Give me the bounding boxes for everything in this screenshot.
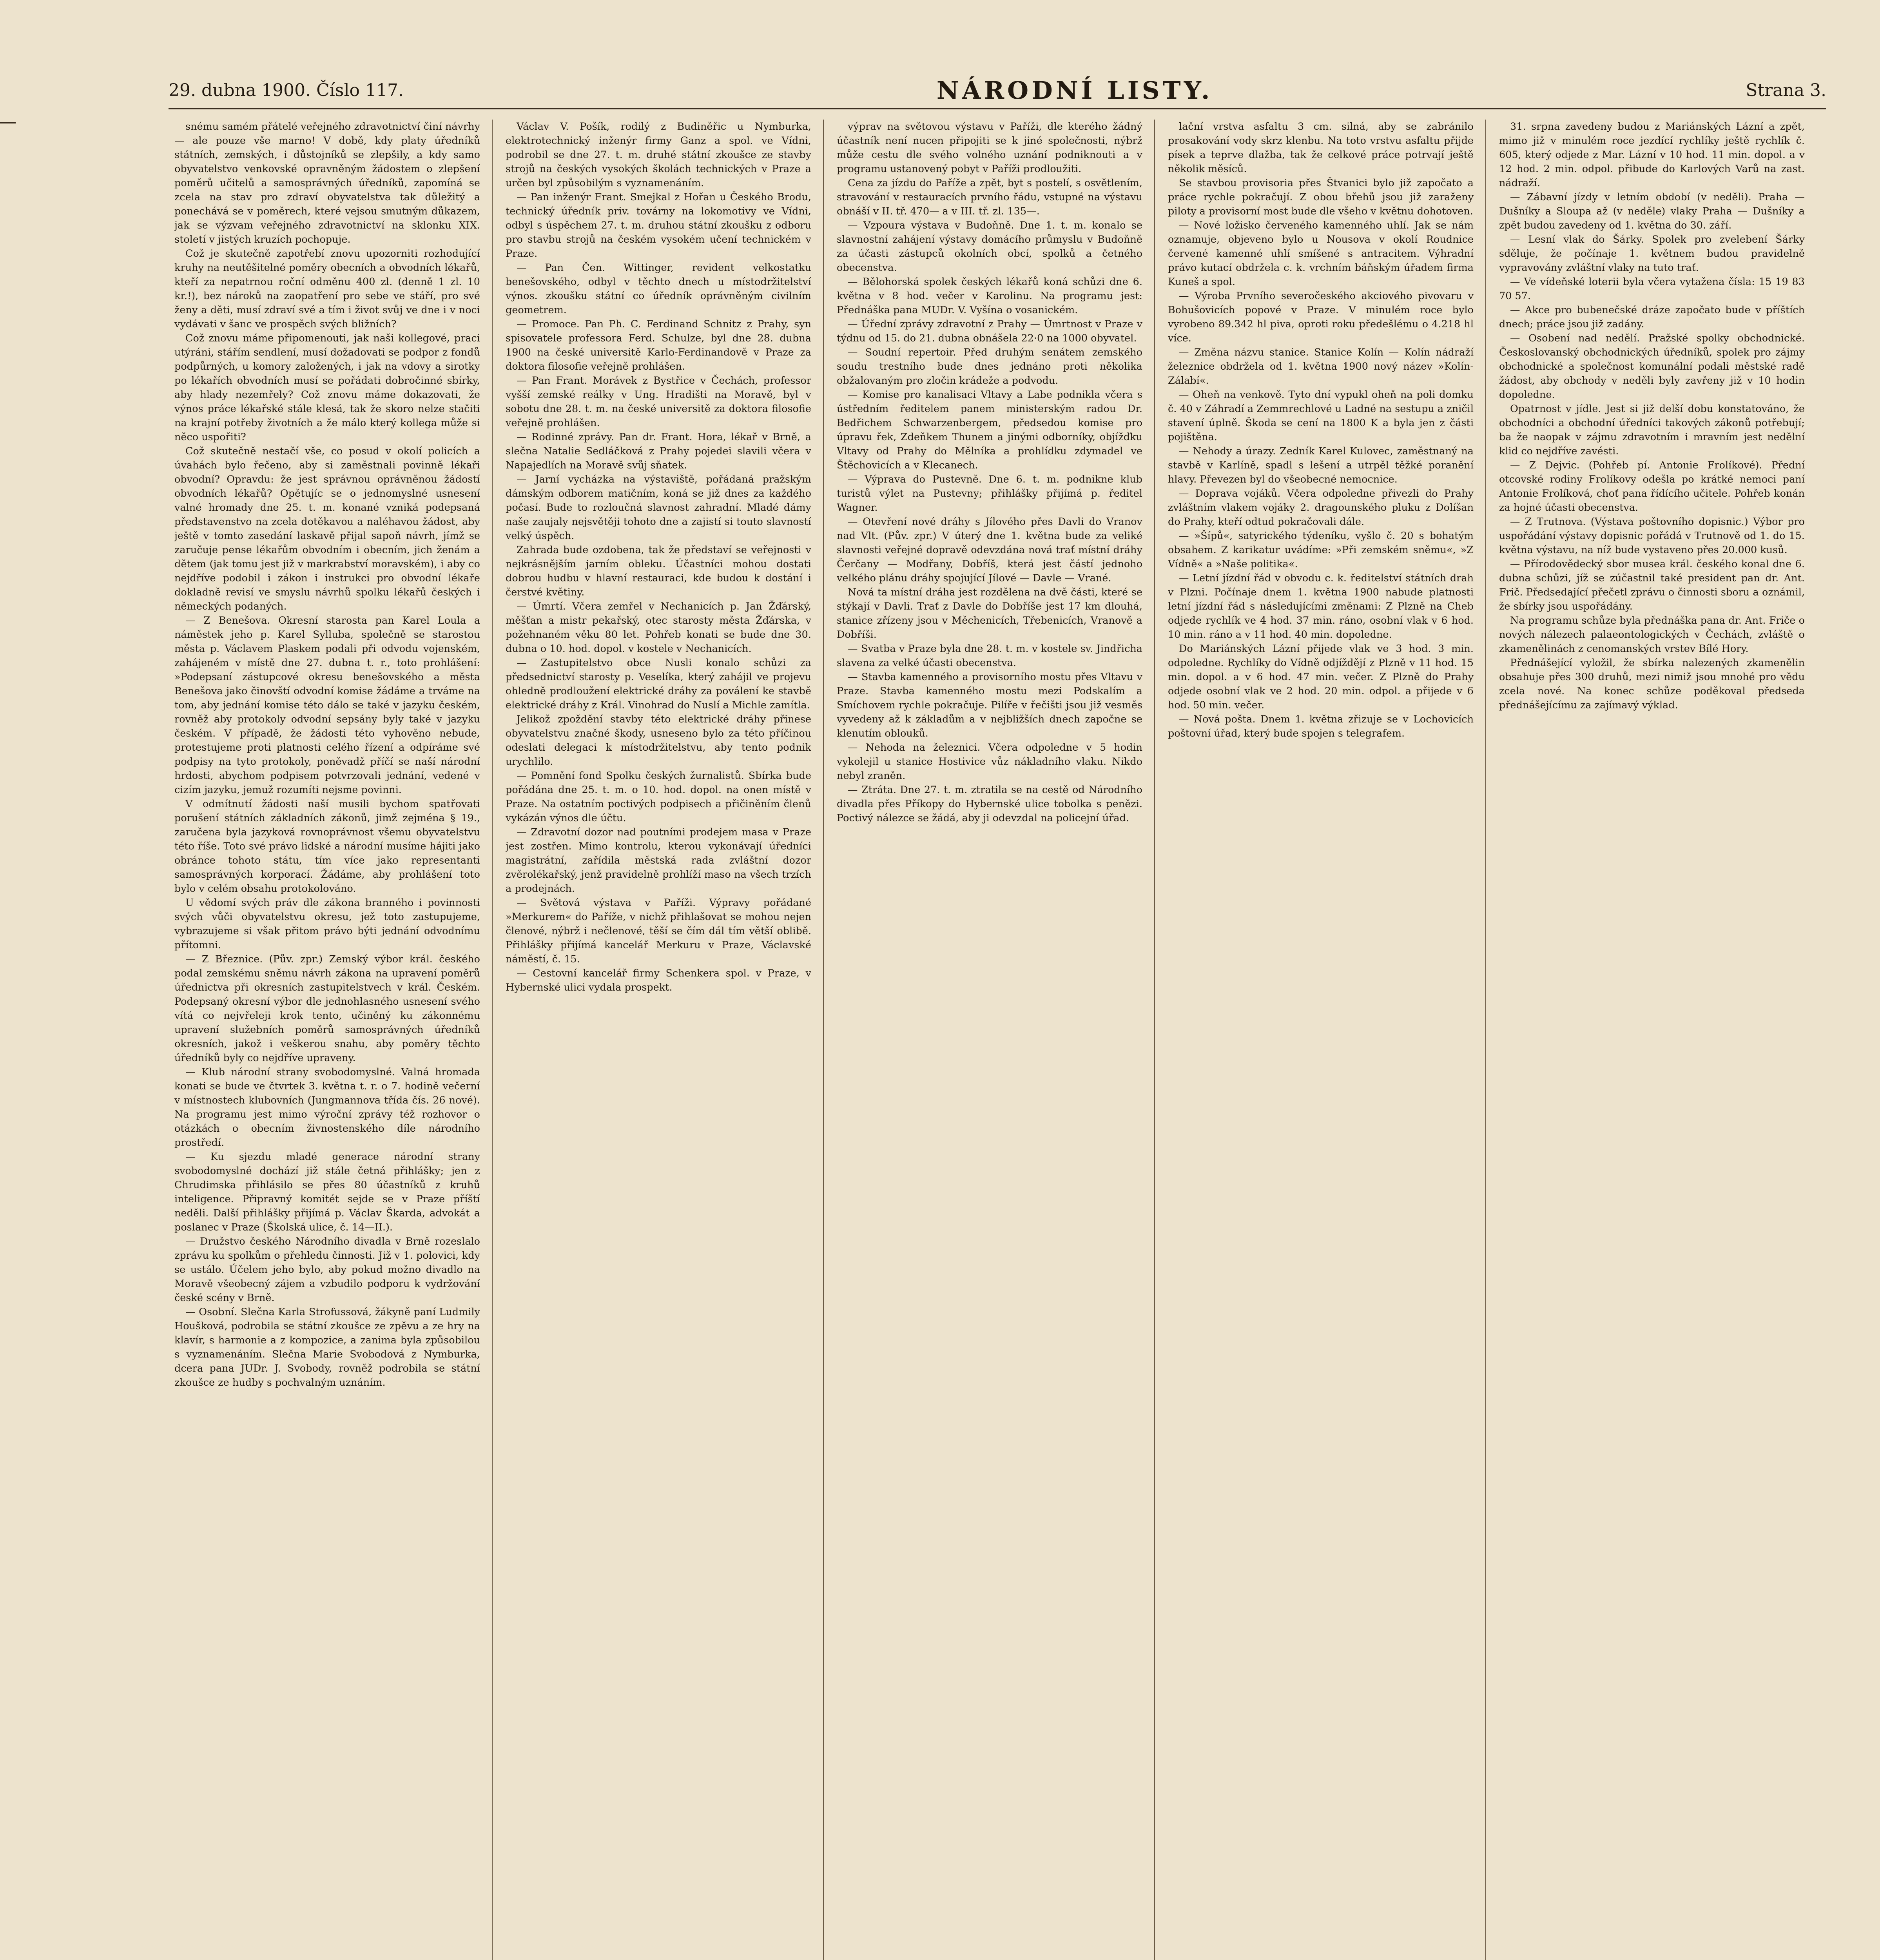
article-paragraph: V odmítnutí žádosti naší musili bychom spatřovati porušení státních základních zákonů, jimž zejména § 19., zaručena byla jazyková rovnoprávnost všemu obyvatelstvu této říše. Toto své právo lidské a národní musíme hájiti jako obránce tohoto státu, tím více jako representanti samosprávných korporací. Žádáme, aby prohlášení toto bylo v celém obsahu protokolováno. bbox=[174, 798, 480, 895]
article-paragraph: — Nehoda na železnici. Včera odpoledne v 5 hodin vykolejil u stanice Hostivice vůz nákladního vlaku. Nikdo nebyl zraněn. bbox=[837, 742, 1142, 782]
article-paragraph: Václav V. Pošík, rodilý z Budiněřic u Nymburka, elektrotechnický inženýr firmy Ganz a spol. ve Vídni, podrobil se dne 27. t. m. druhé státní zkoušce ze stavby strojů na českých vysokých školách technických v Praze a určen byl způsobilým s vyznamenáním. bbox=[506, 121, 811, 189]
article-paragraph: výprav na světovou výstavu v Paříži, dle kterého žádný účastník není nucen připojiti se k jiné společnosti, nýbrž může cestu dle svého volného uznání podniknouti a v programu ustanovený pobyt v Paříži prodloužiti. bbox=[837, 121, 1142, 175]
article-paragraph: — Z Březnice. (Pův. zpr.) Zemský výbor král. českého podal zemskému sněmu návrh zákona na upravení poměrů úřednictva při okresních zastupitelstvech v král. Českém. Podepsaný okresní výbor dle jednohlasného usnesení svého vítá co nejvřeleji krok tento, učiněný ku zákonnému upravení služebních poměrů samosprávných úředníků okresních, jakož i veškerou snahu, aby poměry těchto úředníků byly co nejdříve upraveny. bbox=[174, 953, 480, 1064]
article-paragraph: Což znovu máme připomenouti, jak naši kollegové, praci utýráni, stářím sendlení, musí dožadovati se podpor z fondů podpůrných, u komory založených, i jak na vdovy a sirotky po lékařích obvodních musí se pořádati dobročinné sbírky, aby hlady nezemřely? Což znovu máme dokazovati, že výnos práce lékařské stále klesá, tak že skoro nelze stačiti na krajní potřeby životních a že málo který kollega může si něco uspořiti? bbox=[174, 332, 480, 443]
column-rule bbox=[492, 120, 493, 1960]
article-paragraph: 31. srpna zavedeny budou z Mariánských Lázní a zpět, mimo již v minulém roce jezdící rychlíky ještě rychlík č. 605, který odjede z Mar. Lázní v 10 hod. 11 min. dopol. a v 12 hod. 2 min. odpol. přibude do Karlových Varů na zast. nádraží. bbox=[1499, 121, 1805, 189]
column-rule bbox=[1154, 120, 1155, 1960]
article-paragraph: — Pan Frant. Morávek z Bystřice v Čechách, professor vyšší zemské reálky v Ung. Hradišti na Moravě, byl v sobotu dne 28. t. m. na české universitě za doktora filosofie veřejně prohlášen. bbox=[506, 375, 811, 429]
text-column-1 bbox=[174, 120, 480, 1960]
article-paragraph: — Změna názvu stanice. Stanice Kolín — Kolín nádraží železnice obdržela od 1. května 1900 nový název »Kolín-Zálabí«. bbox=[1168, 347, 1474, 387]
article-paragraph: — Výprava do Pustevně. Dne 6. t. m. podnikne klub turistů výlet na Pustevny; přihlášky přijímá p. ředitel Wagner. bbox=[837, 474, 1142, 514]
article-paragraph: — Cestovní kancelář firmy Schenkera spol. v Praze, v Hybernské ulici vydala prospekt. bbox=[506, 967, 811, 993]
article-paragraph: — Ztráta. Dne 27. t. m. ztratila se na cestě od Národního divadla přes Příkopy do Hybernské ulice tobolka s penězi. Poctivý nálezce se žádá, aby ji odevzdal na policejní úřad. bbox=[837, 784, 1142, 824]
article-paragraph: — Pomnění fond Spolku českých žurnalistů. Sbírka bude pořádána dne 25. t. m. o 10. hod. dopol. na onen místě v Praze. Na ostatním poctivých podpisech a přičiněním členů vykázán výnos dle účtu. bbox=[506, 770, 811, 824]
article-paragraph: — Akce pro bubenečské dráze započato bude v příštích dnech; práce jsou již zadány. bbox=[1499, 304, 1805, 330]
article-paragraph: — Úmrtí. Včera zemřel v Nechanicích p. Jan Žďárský, měšťan a mistr pekařský, otec starosty města Žďárska, v požehnaném věku 80 let. Pohřeb konati se bude dne 30. dubna o 10. hod. dopol. v kostele v Nechanicích. bbox=[506, 601, 811, 655]
article-paragraph: — Stavba kamenného a provisorního mostu přes Vltavu v Praze. Stavba kamenného mostu mezi Podskalím a Smíchovem rychle pokračuje. Pilíře v řečišti jsou již vesměs vyvedeny až k základům a v nejbližších dnech započne se klenutím oblouků. bbox=[837, 671, 1142, 739]
article-paragraph: — Ku sjezdu mladé generace národní strany svobodomyslné dochází již stále četná přihlášky; jen z Chrudimska přihlásilo se přes 80 účastníků z kruhů inteligence. Připravný komitét sejde se v Praze příští neděli. Další přihlášky přijímá p. Václav Škarda, advokát a poslanec v Praze (Školská ulice, č. 14—II.). bbox=[174, 1151, 480, 1233]
article-paragraph: — Klub národní strany svobodomyslné. Valná hromada konati se bude ve čtvrtek 3. května t. r. o 7. hodině večerní v místnostech klubovních (Jungmannova třída čís. 26 nové). Na programu jest mimo výroční zprávy též rozhovor o otázkách o obecním živnostenského díle národního prostředí. bbox=[174, 1066, 480, 1149]
article-paragraph: — Přírodovědecký sbor musea král. českého konal dne 6. dubna schůzi, jíž se zúčastnil také president pan dr. Ant. Frič. Předsedající přečetl zprávu o činnosti sboru a oznámil, že sbírky jsou uspořádány. bbox=[1499, 558, 1805, 612]
article-paragraph: — Úřední zprávy zdravotní z Prahy — Úmrtnost v Praze v týdnu od 15. do 21. dubna obnášela 22·0 na 1000 obyvatel. bbox=[837, 318, 1142, 344]
article-paragraph: — Z Benešova. Okresní starosta pan Karel Loula a náměstek jeho p. Karel Sylluba, společně se starostou města p. Václavem Plaskem podali při odvodu vojenském, zahájeném v místě dne 27. dubna t. r., toto prohlášení: »Podepsaní zástupcové okresu benešovského a města Benešova jako činovští odvodní komise žádáme a trváme na tom, aby jednání komise této dálo se také v jazyku českém, rovněž aby protokoly odvodní sepsány byly také v jazyku českém. V případě, že žádosti této vyhověno nebude, protestujeme proti platnosti celého řízení a odpíráme své podpisy na tyto protokoly, poněvadž příčí se naší národní hrdosti, abychom podpisem potvrzovali jednání, vedené v cizím jazyku, jemuž rozumíti nejsme povinni. bbox=[174, 615, 480, 796]
column-rule bbox=[823, 120, 824, 1960]
article-paragraph: — Rodinné zprávy. Pan dr. Frant. Hora, lékař v Brně, a slečna Natalie Sedláčková z Prahy pojedei slavili včera v Napajedlích na Moravě svůj sňatek. bbox=[506, 431, 811, 471]
article-paragraph: Jelikož zpoždění stavby této elektrické dráhy přinese obyvatelstvu značné škody, usneseno bylo za této příčinou odeslati delegaci k místodržitelstvu, aby tento podnik urychlilo. bbox=[506, 713, 811, 768]
issue-date: 29. dubna 1900. Číslo 117. bbox=[169, 80, 404, 100]
article-paragraph: — Zábavní jízdy v letním období (v neděli). Praha — Dušníky a Sloupa až (v neděle) vlaky Praha — Dušníky a zpět budou zavedeny od 1. května do 30. září. bbox=[1499, 191, 1805, 231]
article-paragraph: — Komise pro kanalisaci Vltavy a Labe podnikla včera s ústředním ředitelem panem ministerským radou Dr. Bedřichem Schwarzenbergem, předsedou komise pro úpravu řek, Zdeňkem Thunem a jinými odborníky, objížďku Vltavy od Prahy do Mělníka a prohlídku zdymadel ve Štěchovicích a v Klecanech. bbox=[837, 389, 1142, 471]
article-paragraph: U vědomí svých práv dle zákona branného i povinnosti svých vůči obyvatelstvu okresu, jež toto zastupujeme, vybrazujeme si však přitom právo býti jednání odvodnímu přítomni. bbox=[174, 897, 480, 951]
text-column-5 bbox=[1499, 120, 1805, 1960]
article-paragraph: — Výroba Prvního severočeského akciového pivovaru v Bohušovicích popové v Praze. V minulém roce bylo vyrobeno 89.342 hl piva, oproti roku předešlému o 4.218 hl více. bbox=[1168, 290, 1474, 344]
page-edge-mark bbox=[0, 122, 16, 123]
article-paragraph: — Osobní. Slečna Karla Strofussová, žákyně paní Ludmily Houšková, podrobila se státní zkoušce ze zpěvu a ze hry na klavír, s harmonie a z kompozice, a zanima byla způsobilou s vyznamenáním. Slečna Marie Svobodová z Nymburka, dcera pana JUDr. J. Svobody, rovněž podrobila se státní zkoušce ze hudby s pochvalným uznáním. bbox=[174, 1306, 480, 1388]
article-paragraph: — Pan inženýr Frant. Smejkal z Hořan u Českého Brodu, technický úředník priv. továrny na lokomotivy ve Vídni, odbyl s úspěchem 27. t. m. druhou státní zkoušku z odboru pro stavbu strojů na českém vysokém učení technickém v Praze. bbox=[506, 191, 811, 260]
article-paragraph: Na programu schůze byla přednáška pana dr. Ant. Friče o nových nálezech palaeontologických v Čechách, zvláště o zkamenělinách z cenomanských vrstev Bílé Hory. bbox=[1499, 615, 1805, 655]
article-paragraph: lační vrstva asfaltu 3 cm. silná, aby se zabránilo prosakování vody skrz klenbu. Na toto vrstvu asfaltu přijde písek a teprve dlažba, tak že celkové práce potrvají ještě několik měsíců. bbox=[1168, 121, 1474, 175]
article-paragraph: — Z Trutnova. (Výstava poštovního dopisnic.) Výbor pro uspořádání výstavy dopisnic pořádá v Trutnově od 1. do 15. května výstavu, na níž bude vystaveno přes 20.000 kusů. bbox=[1499, 516, 1805, 556]
article-paragraph: Do Mariánských Lázní přijede vlak ve 3 hod. 3 min. odpoledne. Rychlíky do Vídně odjíždějí z Plzně v 11 hod. 15 min. dopol. a v 6 hod. 47 min. večer. Z Plzně do Prahy odjede osobní vlak ve 2 hod. 20 min. odpol. a přijede v 6 hod. 50 min. večer. bbox=[1168, 643, 1474, 711]
article-paragraph: — Doprava vojáků. Včera odpoledne přivezli do Prahy zvláštním vlakem vojáky 2. dragounského pluku z Dolíšan do Prahy, kteří odtud pokračovali dále. bbox=[1168, 488, 1474, 528]
article-paragraph: Přednášející vyložil, že sbírka nalezených zkamenělin obsahuje přes 300 druhů, mezi nimiž jsou mnohé pro vědu zcela nové. Na konec schůze poděkoval předseda přednášejícímu za zajímavý výklad. bbox=[1499, 657, 1805, 711]
article-paragraph: Nová ta místní dráha jest rozdělena na dvě části, které se stýkají v Davli. Trať z Davle do Dobříše jest 17 km dlouhá, stanice zřízeny jsou v Měchenicích, Třebenicích, Vranově a Dobříši. bbox=[837, 586, 1142, 641]
article-paragraph: — Družstvo českého Národního divadla v Brně rozeslalo zprávu ku spolkům o přehledu činnosti. Již v 1. polovici, kdy se ustálo. Účelem jeho bylo, aby pokud možno divadlo na Moravě všeobecný zájem a vzbudilo podporu k vydržování české scény v Brně. bbox=[174, 1236, 480, 1304]
article-paragraph: Což je skutečně zapotřebí znovu upozorniti rozhodující kruhy na neutěšitelné poměry obecních a obvodních lékařů, kteří za nepatrnou roční odměnu 400 zl. (denně 1 zl. 10 kr.!), bez nároků na zaopatření pro sebe ve stáří, pro své ženy a děti, musí zdraví své a tím i život svůj ve dne i v noci vydávati v šanc ve prospěch svých bližních? bbox=[174, 248, 480, 330]
article-paragraph: — Zdravotní dozor nad poutními prodejem masa v Praze jest zostřen. Mimo kontrolu, kterou vykonávají úředníci magistrátní, zařídila městská rada zvláštní dozor zvěrolékařský, jenž pravidelně prohlíží maso na všech trzích a prodejnách. bbox=[506, 826, 811, 895]
article-paragraph: snému samém přátelé veřejného zdravotnictví činí návrhy — ale pouze vše marno! V době, kdy platy úředníků státních, zemských, i důstojníků se zlepšily, a kdy samo obyvatelstvo venkovské opravněným žádostem o zlepšení poměrů učitelů a samosprávných úředníků, zapomíná se zcela na stav pro zdraví obyvatelstva tak důležitý a ponechává se v poměrech, které vejsou smutným důkazem, jak se výzvam veřejného zdravotnictví na sklonku XIX. století v jistých kruzích pochopuje. bbox=[174, 121, 480, 245]
article-paragraph: — Svatba v Praze byla dne 28. t. m. v kostele sv. Jindřicha slavena za velké účasti obecenstva. bbox=[837, 643, 1142, 669]
masthead bbox=[169, 73, 1826, 109]
text-column-3 bbox=[837, 120, 1142, 1960]
article-paragraph: — Bělohorská spolek českých lékařů koná schůzi dne 6. května v 8 hod. večer v Karolinu. Na programu jest: Přednáška pana MUDr. V. Vyšína o vosanickém. bbox=[837, 276, 1142, 316]
article-paragraph: — Nehody a úrazy. Zedník Karel Kulovec, zaměstnaný na stavbě v Karlíně, spadl s lešení a utrpěl těžké poranění hlavy. Převezen byl do všeobecné nemocnice. bbox=[1168, 445, 1474, 485]
article-paragraph: — Letní jízdní řád v obvodu c. k. ředitelství státních drah v Plzni. Počínaje dnem 1. května 1900 nabude platnosti letní jízdní řád s následujícími změnami: Z Plzně na Cheb odjede rychlík ve 4 hod. 37 min. ráno, osobní vlak v 6 hod. 10 min. ráno a v 11 hod. 40 min. dopoledne. bbox=[1168, 572, 1474, 641]
article-paragraph: — Pan Čen. Wittinger, revident velkostatku benešovského, odbyl v těchto dnech u místodržitelství výnos. zkoušku státní co úředník oprávněným civilním geometrem. bbox=[506, 262, 811, 316]
text-column-4 bbox=[1168, 120, 1474, 1960]
article-paragraph: Opatrnost v jídle. Jest si již delší dobu konstatováno, že obchodníci a obchodní úředníci takových zákonů potřebují; ba že naopak v zájmu zdravotním i mravním jest nedělní klid co nejdříve zavésti. bbox=[1499, 403, 1805, 457]
article-paragraph: — Nové ložisko červeného kamenného uhlí. Jak se nám oznamuje, objeveno bylo u Nousova v okolí Roudnice červené kamenné uhlí smíšené s antracitem. Výhradní právo kutací obdržela c. k. vrchním báňským úřadem firma Kuneš a spol. bbox=[1168, 220, 1474, 288]
article-paragraph: — Soudní repertoir. Před druhým senátem zemského soudu trestního bude dnes jednáno proti několika obžalovaným pro zločin krádeže a podvodu. bbox=[837, 347, 1142, 387]
page-number: Strana 3. bbox=[1746, 80, 1826, 100]
article-paragraph: Cena za jízdu do Paříže a zpět, byt s postelí, s osvětlením, stravování v restauracích prvního řádu, vstupné na výstavu obnáší v II. tř. 470— a v III. tř. zl. 135—. bbox=[837, 177, 1142, 217]
article-paragraph: — Oheň na venkově. Tyto dní vypukl oheň na poli domku č. 40 v Záhradí a Zemmrechlové u Ladné na sestupu a zničil stavení úplně. Škoda se cení na 1800 K a byla jen z části pojištěna. bbox=[1168, 389, 1474, 443]
article-paragraph: — Osobení nad nedělí. Pražské spolky obchodnické. Českoslovanský obchodnických úředníků, spolek pro zájmy obchodnické a společnost komunální podali městské radě žádost, aby obchody v neděli byly zavřeny již v 10 hodin dopoledne. bbox=[1499, 332, 1805, 401]
article-paragraph: — Ve vídeňské loterii byla včera vytažena čísla: 15 19 83 70 57. bbox=[1499, 276, 1805, 302]
article-paragraph: — Lesní vlak do Šárky. Spolek pro zvelebení Šárky sděluje, že počínaje 1. květnem budou pravidelně vypravovány zvláštní vlaky na tuto trať. bbox=[1499, 234, 1805, 274]
newspaper-title: NÁRODNÍ LISTY. bbox=[936, 76, 1213, 105]
article-paragraph: — Promoce. Pan Ph. C. Ferdinand Schnitz z Prahy, syn spisovatele professora Ferd. Schulze, byl dne 28. dubna 1900 na české universitě Karlo-Ferdinandově v Praze za doktora filosofie veřejně prohlášen. bbox=[506, 318, 811, 372]
article-paragraph: Což skutečně nestačí vše, co posud v okolí policích a úvahách bylo řečeno, aby si zaměstnali povinně lékaři obvodní? Opravdu: že jest správnou oprávněnou žádostí obvodních lékařů? Opětujíc se o jednomyslné usnesení valné hromady dne 25. t. m. konané vzniká podepsaná představenstvo na zcela dotěkavou a naléhavou žádost, aby ještě v tomto zasedání laskavě přijal sapoň návrh, jímž se zaručuje pense lékařům obvodním i obecním, jich ženám a dětem (jak tomu jest již v markrabství moravském), i aby co nejdříve podobil i zákon i instrukci pro obvodní lékaře dokladně revisí ve smyslu návrhů spolku lékařů českých i německých podaných. bbox=[174, 445, 480, 612]
article-paragraph: Se stavbou provisoria přes Štvanici bylo již započato a práce rychle pokračují. Z obou břehů jsou již zaraženy piloty a provisorní most bude dle všeho v květnu dohotoven. bbox=[1168, 177, 1474, 217]
article-paragraph: — Z Dejvic. (Pohřeb pí. Antonie Frolíkové). Přední otcovské rodiny Frolíkovy odešla po krátké nemoci paní Antonie Frolíková, choť pana řídícího učitele. Pohřeb konán za hojné účasti obecenstva. bbox=[1499, 459, 1805, 514]
article-paragraph: — Vzpoura výstava v Budoňně. Dne 1. t. m. konalo se slavnostní zahájení výstavy domácího průmyslu v Budoňně za účasti zástupců okolních obcí, spolků a četného obecenstva. bbox=[837, 220, 1142, 274]
article-paragraph: — Jarní vycházka na výstaviště, pořádaná pražským dámským odborem matičním, koná se již dnes za každého počasí. Bude to rozloučná slavnost zahradní. Mladé dámy naše zaujaly nejsvětěji tohoto dne a zajistí si touto slavností velký úspěch. bbox=[506, 474, 811, 542]
article-paragraph: — »Šípů«, satyrického týdeníku, vyšlo č. 20 s bohatým obsahem. Z karikatur uvádíme: »Při zemském sněmu«, »Z Vídně« a »Naše politika«. bbox=[1168, 530, 1474, 570]
text-column-2 bbox=[506, 120, 811, 1960]
article-paragraph: Zahrada bude ozdobena, tak že představí se veřejnosti v nejkrásnějším jarním obleku. Účastníci mohou dostati dobrou hudbu v hlavní restauraci, kde budou k dostání i čerstvé květiny. bbox=[506, 544, 811, 598]
article-paragraph: — Nová pošta. Dnem 1. května zřizuje se v Lochovicích poštovní úřad, který bude spojen s telegrafem. bbox=[1168, 713, 1474, 739]
article-paragraph: — Světová výstava v Paříži. Výpravy pořádané »Merkurem« do Paříže, v nichž přihlašovat se mohou nejen členové, nýbrž i nečlenové, těší se čím dál tím větší oblibě. Přihlášky přijímá kancelář Merkuru v Praze, Václavské náměstí, č. 15. bbox=[506, 897, 811, 965]
article-paragraph: — Otevření nové dráhy s Jílového přes Davli do Vranov nad Vlt. (Pův. zpr.) V úterý dne 1. května bude za veliké slavnosti veřejné dopravě odevzdána nová trať místní dráhy Čerčany — Modřany, Dobříš, která jest částí jednoho velkého plánu dráhy spojující Jílové — Davle — Vrané. bbox=[837, 516, 1142, 584]
article-paragraph: — Zastupitelstvo obce Nusli konalo schůzi za předsednictví starosty p. Veselíka, který zahájil ve projevu ohledně prodloužení elektrické dráhy za poválení ke stavbě elektrické dráhy z Král. Vinohrad do Nuslí a Michle zamítla. bbox=[506, 657, 811, 711]
column-rule bbox=[1485, 120, 1486, 1960]
